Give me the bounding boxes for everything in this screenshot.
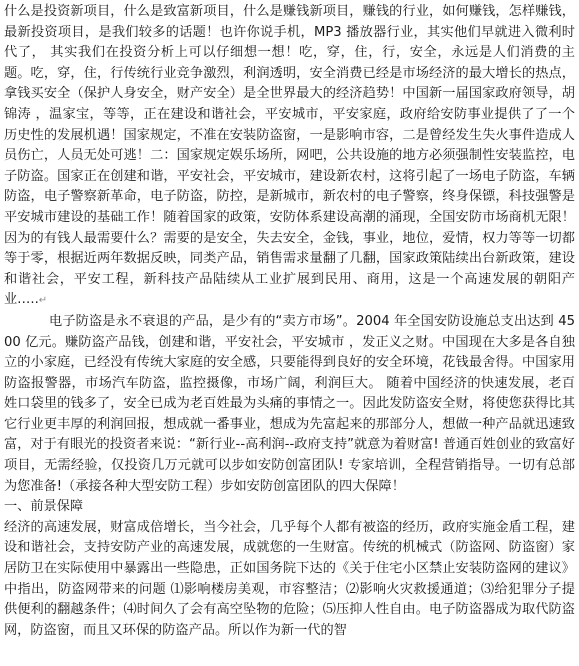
paragraph-3-text: 经济的高速发展，财富成倍增长，当今社会，几乎每个人都有被盗的经历，政府实施金盾工程，建设和谐社会，支持安防产业的高速发展，成就您的一生财富。传统的机械式（防盗网、防盗窗）家居防卫在实际使用中暴露出一些隐患，正如国务院下达的《关于住宅小区禁止安装防盗网的建议》中指出，防盗网带来的问题 ⑴影响楼房美观，市容整洁；⑵影响火灾救援通道；⑶给犯罪分子提供便利的翻越条件；⑷时间久了会有高空坠物的危险；⑸压抑人性自由。电子防盗器成为取代防盗网，防盗窗，而且又环保的防盗产品。所以作为新一代的智 — [4, 519, 575, 638]
paragraph-2-text: 电子防盗是永不衰退的产品，是少有的“卖方市场”。2004 年全国安防设施总支出达到 4500 亿元。赚防盗产品钱，创建和谐，平安社会，平安城市 ，发正义之财。中国现在大多是各自独立的小家庭，已经没有传统大家庭的安全感，只要能得到良好的安全环境，花钱最舍得。中国家用防盗报警器，市场汽车防盗，监控摄像，市场广阔，利润巨大。 随着中国经济的快速发展，老百姓口袋里的钱多了，安全已成为老百姓最为头痛的事情之一。因此发防盗安全财，将使您获得比其它行业更丰厚的利润回报，想成就一番事业，想成为先富起来的那部分人，想做一种产品就迅速致富，对于有眼光的投资者来说：“新行业--高利润--政府支持”就意为着财富! 普通百姓创业的致富好项目，无需经验，仅投资几万元就可以步如安防创富团队! 专家培训，全程营销指导。一切有总部为您准备!（承接各种大型安防工程）步如安防创富团队的四大保障！ — [4, 313, 575, 494]
paragraph-1-text: 什么是投资新项目，什么是致富新项目，什么是赚钱新项目，赚钱的行业，如何赚钱，怎样赚钱，最新投资项目，是我们较多的话题！也许你说手机，MP3 播放器行业，其实他们早就进入微利时代了， 其实我们在投资分析上可以仔细想一想！吃，穿，住，行，安全，永远是人们消费的主题。吃，穿，住，行传统行业竞争激烈，利润透明，安全消费已经是市场经济的最大增长的热点，拿钱买安全（保护人身安全，财产安全）是全世界最大的经济趋势！中国新一届国家政府领导，胡锦涛 ，温家宝，等等，正在建设和谐社会，平安城市，平安家庭，政府给安防事业提供了了一个历史性的发展机遇！国家规定，不准在安装防盗窗，一是影响市容，二是曾经发生失火事件造成人员伤亡，人员无处可逃！二：国家规定娱乐场所，网吧，公共设施的地方必须强制性安装监控，电子防盗。国家正在创建和谐，平安社会，平安城市，建设新农村，这将引起了一场电子防盗，车辆防盗，电子警察新革命，电子防盗，防控，是新城市，新农村的电子警察，终身保镖，科技强警是平安城市建设的基础工作！随着国家的政策，安防体系建设高潮的涌现，全国安防市场商机无限！因为的有钱人最需要什么？需要的是安全，失去安全，金钱，事业，地位，爱情，权力等等一切都等于零，根据近两年数据反映，同类产品，销售需求量翻了几翻，国家政策陆续出台新政策，建设和谐社会，平安工程，新科技产品陆续从工业扩展到民用、商用，这是一个高速发展的朝阳产业….. — [4, 4, 575, 308]
paragraph-3 — [4, 518, 575, 642]
section-heading — [4, 497, 575, 518]
paragraph-mark-icon: ↵ — [38, 295, 48, 307]
document-body — [4, 2, 575, 641]
paragraph-1 — [4, 2, 575, 312]
paragraph-2 — [4, 312, 575, 497]
section-heading-text: 一、前景保障 — [4, 499, 84, 515]
